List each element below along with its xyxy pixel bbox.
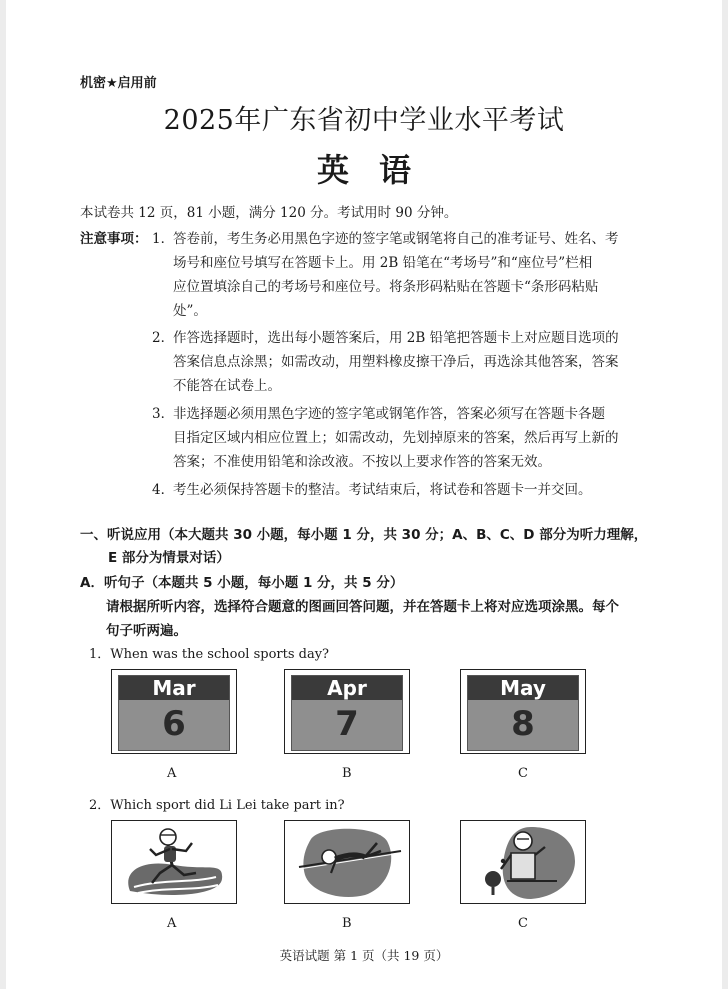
- running-race-icon: [112, 821, 236, 903]
- table-tennis-icon: [461, 821, 585, 903]
- note-line: 不能答在试卷上。: [173, 378, 281, 394]
- calendar-month: May: [468, 676, 578, 700]
- calendar-month: Apr: [292, 676, 402, 700]
- note-line: 考生必须保持答题卡的整洁。考试结束后，将试卷和答题卡一并交回。: [173, 482, 592, 498]
- note-line: 答案；不准使用铅笔和涂改液。不按以上要求作答的答案无效。: [173, 454, 551, 470]
- subject-title: 英语: [316, 151, 441, 189]
- option-label: A: [167, 766, 177, 781]
- calendar-day: 7: [335, 704, 359, 744]
- note-line: 答卷前，考生务必用黑色字迹的签字笔或钢笔将自己的准考证号、姓名、考: [173, 231, 619, 247]
- option-c-picture: [460, 820, 586, 904]
- calendar-day: 6: [162, 704, 186, 744]
- note-number: 2．: [152, 330, 175, 346]
- note-line: 目指定区域内相应位置上；如需改动，先划掉原来的答案，然后再写上新的: [173, 430, 619, 446]
- note-line: 非选择题必须用黑色字迹的签字笔或钢笔作答，答案必须写在答题卡各题: [173, 406, 605, 422]
- calendar-icon: [118, 675, 230, 751]
- calendar-month: Mar: [119, 676, 229, 700]
- part-a-title: A．听句子（本题共 5 小题，每小题 1 分，共 5 分）: [80, 575, 404, 591]
- option-b-calendar: [284, 669, 410, 754]
- exam-title: 2025年广东省初中学业水平考试: [163, 105, 565, 136]
- calendar-icon: [467, 675, 579, 751]
- calendar-day: 8: [511, 704, 535, 744]
- section-heading: 一、听说应用（本大题共 30 小题，每小题 1 分，共 30 分；A、B、C、D 部分为听力理解，: [80, 527, 648, 543]
- note-number: 3．: [152, 406, 175, 422]
- page-footer: 英语试题 第 1 页（共 19 页）: [279, 948, 449, 963]
- part-a-instruction-cont: 句子听两遍。: [106, 623, 187, 639]
- exam-intro: 本试卷共 12 页，81 小题，满分 120 分。考试用时 90 分钟。: [80, 205, 458, 221]
- note-line: 作答选择题时，选出每小题答案后，用 2B 铅笔把答题卡上对应题目选项的: [173, 330, 619, 346]
- option-b-picture: [284, 820, 410, 904]
- confidential-mark: 机密★启用前: [80, 76, 157, 91]
- question-2: 2．Which sport did Li Lei take part in?: [89, 798, 345, 813]
- option-label: C: [518, 916, 528, 931]
- option-label: C: [518, 766, 528, 781]
- option-a-calendar: [111, 669, 237, 754]
- option-label: A: [167, 916, 177, 931]
- option-c-calendar: [460, 669, 586, 754]
- notes-label: 注意事项：: [80, 231, 148, 247]
- note-line: 答案信息点涂黑；如需改动，用塑料橡皮擦干净后，再选涂其他答案，答案: [173, 354, 619, 370]
- note-number: 1．: [152, 231, 175, 247]
- option-a-picture: [111, 820, 237, 904]
- note-number: 4．: [152, 482, 175, 498]
- note-line: 场号和座位号填写在答题卡上。用 2B 铅笔在“考场号”和“座位号”栏相: [173, 255, 593, 271]
- question-1: 1．When was the school sports day?: [89, 647, 330, 662]
- note-line: 应位置填涂自己的考场号和座位号。将条形码粘贴在答题卡“条形码粘贴: [173, 279, 599, 295]
- part-a-instruction: 请根据所听内容，选择符合题意的图画回答问题，并在答题卡上将对应选项涂黑。每个: [106, 599, 619, 615]
- high-jump-icon: [285, 821, 409, 903]
- option-label: B: [342, 916, 352, 931]
- note-line: 处”。: [173, 303, 207, 319]
- calendar-icon: [291, 675, 403, 751]
- option-label: B: [342, 766, 352, 781]
- section-heading-cont: E 部分为情景对话）: [108, 550, 230, 566]
